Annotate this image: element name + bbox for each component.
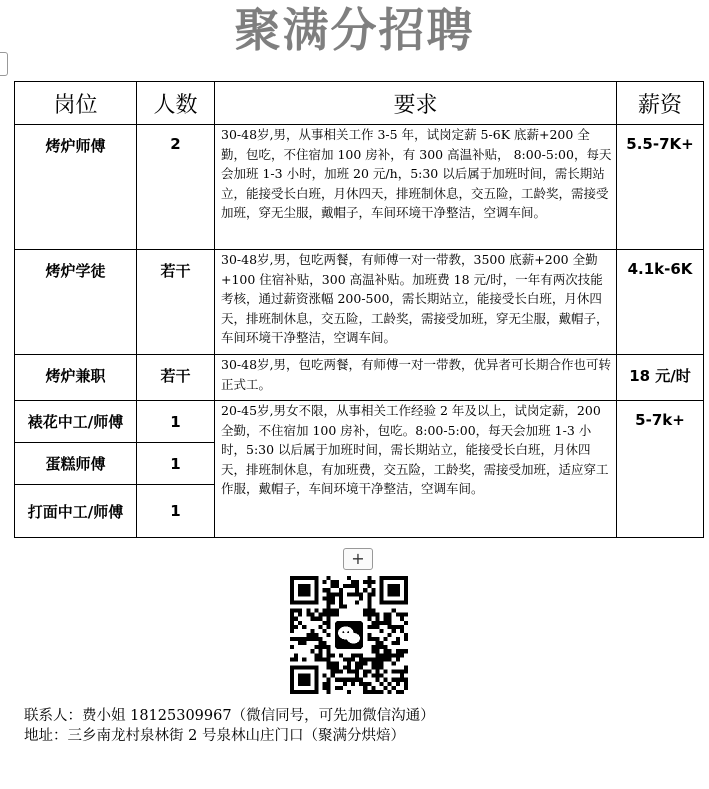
position-cell: 烤炉师傅 — [15, 125, 137, 250]
position-cell: 烤炉学徒 — [15, 250, 137, 355]
position-cell: 蛋糕师傅 — [15, 443, 137, 485]
position-cell: 裱花中工/师傅 — [15, 401, 137, 443]
requirements-cell: 30-48岁,男，包吃两餐，有师傅一对一带教，优异者可长期合作也可转正式工。 — [215, 355, 617, 401]
position-cell: 烤炉兼职 — [15, 355, 137, 401]
jobs-table — [14, 81, 704, 538]
header-count: 人数 — [137, 82, 215, 125]
contact-address: 地址：三乡南龙村泉林街 2 号泉林山庄门口（聚满分烘焙） — [24, 728, 405, 744]
count-cell: 1 — [137, 443, 215, 485]
header-requirements: 要求 — [215, 82, 617, 125]
requirements-cell: 20-45岁,男女不限，从事相关工作经验 2 年及以上，试岗定薪，200 全勤，不住宿加 100 房补，包吃。8:00-5:00，每天会加班 1-3 小时，5:30 以后属于加班时间，需长期站立，能接受长白班，月休四天，排班制休息，有加班费，交五险，工龄奖，需接受加班，适应穿工作服，戴帽子，车间环境干净整洁，空调车间。 — [215, 401, 617, 538]
count-cell: 1 — [137, 401, 215, 443]
salary-cell: 18 元/时 — [617, 355, 704, 401]
qr-code-icon — [290, 576, 408, 694]
table-row — [15, 401, 704, 443]
position-cell: 打面中工/师傅 — [15, 485, 137, 538]
page-title: 聚满分招聘 — [234, 3, 475, 57]
count-cell: 若干 — [137, 355, 215, 401]
count-cell: 2 — [137, 125, 215, 250]
table-row — [15, 125, 704, 250]
requirements-cell: 30-48岁,男，包吃两餐，有师傅一对一带教，3500 底薪+200 全勤+100 住宿补贴，300 高温补贴。加班费 18 元/时，一年有两次技能考核，通过薪资涨幅 200-500，需长期站立，能接受长白班，月休四天，排班制休息，交五险，工龄奖，需接受加班，穿无尘服，戴帽子，车间环境干净整洁，空调车间。 — [215, 250, 617, 355]
header-salary: 薪资 — [617, 82, 704, 125]
table-row — [15, 250, 704, 355]
count-cell: 1 — [137, 485, 215, 538]
table-header-row — [15, 82, 704, 125]
salary-cell: 5-7k+ — [617, 401, 704, 538]
table-row — [15, 355, 704, 401]
header-position: 岗位 — [15, 82, 137, 125]
salary-cell: 4.1k-6K — [617, 250, 704, 355]
requirements-cell: 30-48岁,男，从事相关工作 3-5 年，试岗定薪 5-6K 底薪+200 全勤，包吃，不住宿加 100 房补，有 300 高温补贴， 8:00-5:00，每天会加班 1-3 小时，加班 20 元/h，5:30 以后属于加班时间，需长期站立，能接受长白班，月休四天，排班制休息，交五险，工龄奖，需接受加班，穿无尘服，戴帽子，车间环境干净整洁，空调车间。 — [215, 125, 617, 250]
salary-cell: 5.5-7K+ — [617, 125, 704, 250]
contact-info — [24, 706, 435, 746]
count-cell: 若干 — [137, 250, 215, 355]
wechat-icon — [333, 619, 366, 652]
contact-person: 联系人：费小姐 18125309967（微信同号，可先加微信沟通） — [24, 708, 435, 724]
side-tab-handle[interactable] — [0, 52, 8, 76]
add-button[interactable]: + — [343, 548, 373, 570]
